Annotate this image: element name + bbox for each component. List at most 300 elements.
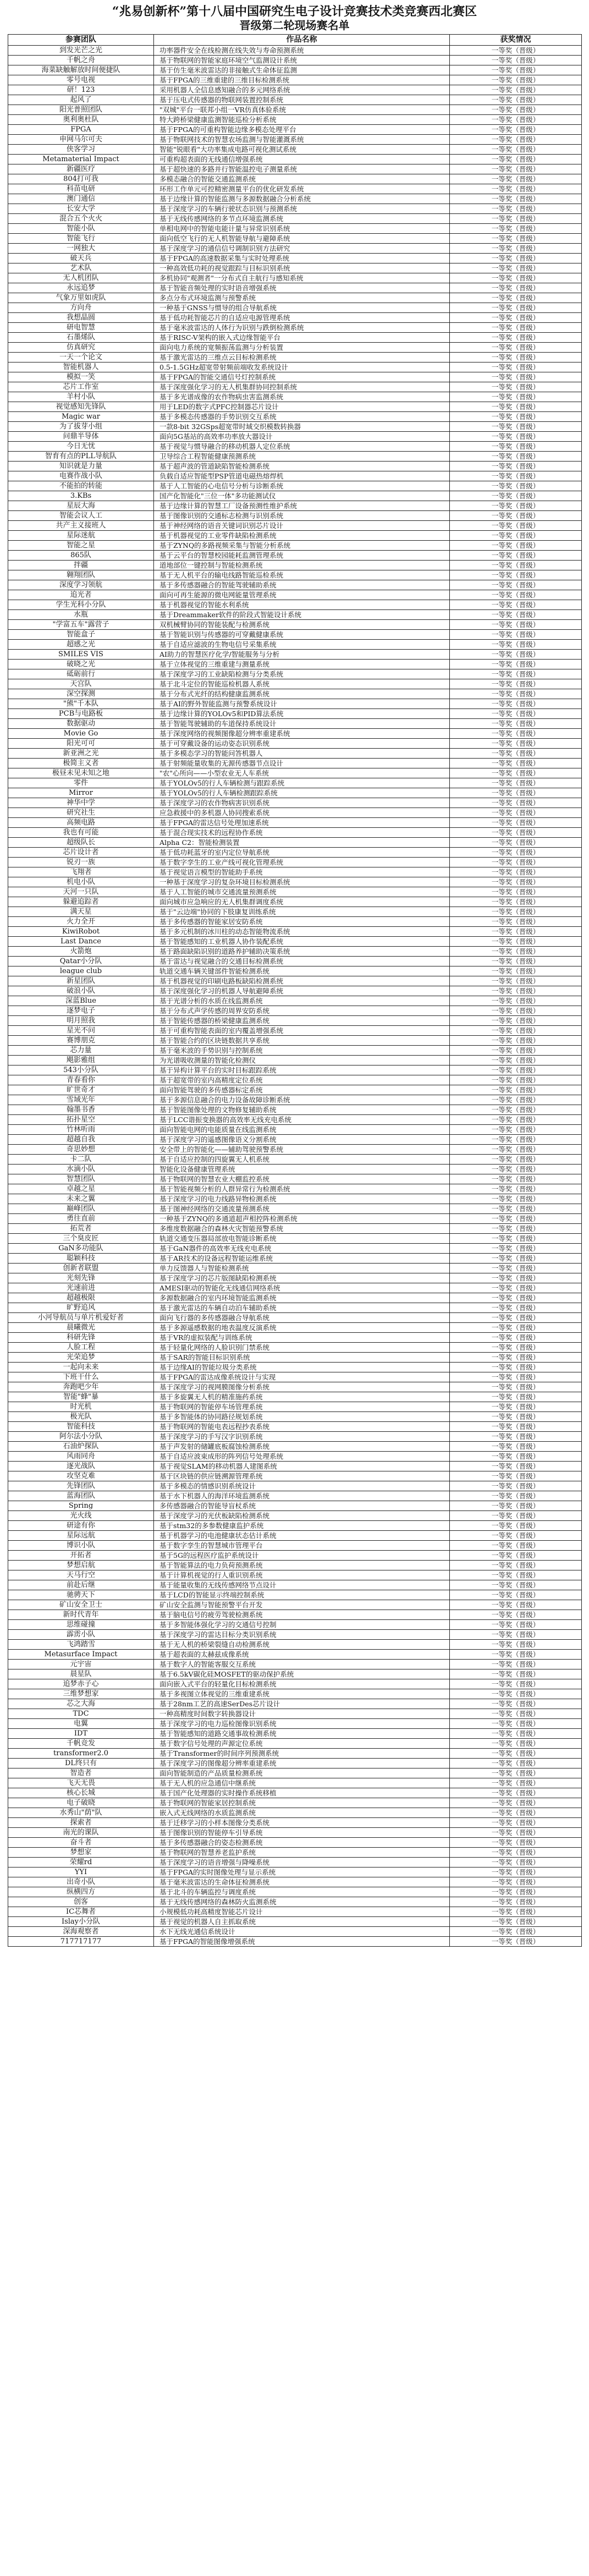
award-status: 一等奖（晋级） (450, 1471, 582, 1481)
table-row (8, 590, 582, 600)
team-name: 星光不问 (8, 1026, 154, 1036)
award-status: 一等奖（晋级） (450, 273, 582, 283)
project-name: 基于ZYNQ的多路视频采集与智能分析系统 (154, 541, 450, 551)
team-name: 千帆之舟 (8, 56, 154, 65)
team-name: 极昼未见未知之地 (8, 768, 154, 778)
project-name: 矿山安全监测与智能预警平台开发 (154, 1600, 450, 1610)
table-row (8, 491, 582, 501)
award-status: 一等奖（晋级） (450, 372, 582, 382)
award-status: 一等奖（晋级） (450, 1788, 582, 1798)
project-name: 国产化智能化"三位一体"多功能测试仪 (154, 491, 450, 501)
table-row (8, 263, 582, 273)
team-name: 电翼 (8, 1719, 154, 1729)
table-row (8, 1333, 582, 1343)
award-status: 一等奖（晋级） (450, 184, 582, 194)
team-name: 智造者 (8, 1768, 154, 1778)
project-name: 水下无线光通信系统设计 (154, 1927, 450, 1937)
award-status: 一等奖（晋级） (450, 75, 582, 85)
table-row (8, 125, 582, 135)
table-row (8, 1095, 582, 1105)
table-row (8, 1868, 582, 1877)
award-status: 一等奖（晋级） (450, 174, 582, 184)
table-row (8, 303, 582, 313)
team-name: 天河一只队 (8, 887, 154, 897)
team-name: 雪域光年 (8, 1095, 154, 1105)
team-name: 一网独大 (8, 244, 154, 254)
table-row (8, 996, 582, 1006)
table-row (8, 1838, 582, 1848)
award-status: 一等奖（晋级） (450, 1838, 582, 1848)
project-name: 双机械臂协同的智能装配与检测系统 (154, 620, 450, 630)
team-name: 申网马尔可夫 (8, 135, 154, 145)
project-name: 基于北斗定位的智能巡检机器人系统 (154, 679, 450, 689)
table-row (8, 1283, 582, 1293)
award-status: 一等奖（晋级） (450, 46, 582, 56)
team-name: 智能飞行 (8, 234, 154, 244)
table-row (8, 115, 582, 125)
award-status: 一等奖（晋级） (450, 1283, 582, 1293)
team-name: 星际远航 (8, 1531, 154, 1541)
team-name: 我也有可能 (8, 828, 154, 838)
table-row (8, 828, 582, 838)
team-name: 艺术队 (8, 263, 154, 273)
team-name: 未来之翼 (8, 1194, 154, 1204)
table-row (8, 1610, 582, 1620)
award-status: 一等奖（晋级） (450, 452, 582, 462)
header-team: 参赛团队 (8, 35, 154, 46)
team-name: 模拟一笑 (8, 372, 154, 382)
table-row (8, 442, 582, 452)
award-status: 一等奖（晋级） (450, 778, 582, 788)
team-name: 旷野追风 (8, 1303, 154, 1313)
table-row (8, 1768, 582, 1778)
award-status: 一等奖（晋级） (450, 1244, 582, 1254)
project-name: 面向5G基站的高效率功率放大器设计 (154, 432, 450, 442)
project-name: 特大跨桥梁健康监测智能巡检分析系统 (154, 115, 450, 125)
table-row (8, 145, 582, 155)
team-name: 极光队 (8, 1412, 154, 1422)
table-header-row (8, 35, 582, 46)
project-name: 基于机器学习的电池健康状态估计系统 (154, 1531, 450, 1541)
table-row (8, 273, 582, 283)
table-row (8, 1521, 582, 1531)
award-status: 一等奖（晋级） (450, 1194, 582, 1204)
project-name: 基于光谱分析的水质在线监测系统 (154, 996, 450, 1006)
project-name: 基于仿生毫米波雷达的非接触式生命体征监测 (154, 65, 450, 75)
team-name: TDC (8, 1709, 154, 1719)
table-row (8, 1561, 582, 1570)
team-name: 深空探测 (8, 689, 154, 699)
award-status: 一等奖（晋级） (450, 1640, 582, 1650)
project-name: 基于深度学习的雷达目标分类识别系统 (154, 1630, 450, 1640)
table-row (8, 1541, 582, 1551)
team-name: 智育有点的PLL导航队 (8, 452, 154, 462)
award-status: 一等奖（晋级） (450, 848, 582, 858)
award-status: 一等奖（晋级） (450, 531, 582, 541)
project-name: 面向电力系统的宽频振荡监测与分析装置 (154, 343, 450, 353)
award-status: 一等奖（晋级） (450, 353, 582, 362)
award-status: 一等奖（晋级） (450, 1303, 582, 1313)
project-name: 基于数字信号处理的声源定位系统 (154, 1739, 450, 1749)
table-row (8, 1818, 582, 1828)
table-row (8, 1719, 582, 1729)
table-row (8, 1006, 582, 1016)
table-row (8, 917, 582, 927)
team-name: 博识小队 (8, 1541, 154, 1551)
award-status: 一等奖（晋级） (450, 1026, 582, 1036)
table-row (8, 957, 582, 966)
table-row (8, 1650, 582, 1660)
team-name: 问鼎半导体 (8, 432, 154, 442)
project-name: 基于立体视觉的三维重建与测量系统 (154, 660, 450, 669)
award-status: 一等奖（晋级） (450, 858, 582, 867)
project-name: 基于深度学习的手写汉字识别系统 (154, 1432, 450, 1442)
project-name: 基于机器视觉的印刷电路板缺陷检测系统 (154, 976, 450, 986)
table-row (8, 1551, 582, 1561)
project-name: 基于图像识别的智能停车引导系统 (154, 1828, 450, 1838)
project-name: 基于区块链的供应链溯源管理系统 (154, 1471, 450, 1481)
table-row (8, 610, 582, 620)
project-name: 智能"锐眼看"大功率集成电路可视化测试系统 (154, 145, 450, 155)
team-name: "熊"千本队 (8, 699, 154, 709)
table-row (8, 1729, 582, 1739)
award-status: 一等奖（晋级） (450, 640, 582, 650)
project-name: 基于无人机平台的输电线路智能巡检系统 (154, 570, 450, 580)
project-name: 面向智能制造的产品质量检测系统 (154, 1768, 450, 1778)
award-status: 一等奖（晋级） (450, 422, 582, 432)
table-row (8, 1353, 582, 1363)
table-row (8, 966, 582, 976)
project-name: 基于视觉与惯导融合的移动机器人定位系统 (154, 442, 450, 452)
project-name: 一款8-bit 32GSps超宽带时域交织模数转换器 (154, 422, 450, 432)
table-row (8, 511, 582, 521)
team-name: 3.KBs (8, 491, 154, 501)
table-row (8, 1877, 582, 1887)
award-status: 一等奖（晋级） (450, 996, 582, 1006)
award-status: 一等奖（晋级） (450, 1382, 582, 1392)
award-status: 一等奖（晋级） (450, 1481, 582, 1491)
award-status: 一等奖（晋级） (450, 1462, 582, 1471)
team-name: 新疆医疗 (8, 164, 154, 174)
project-name: 基于激光雷达的车辆自动泊车辅助系统 (154, 1303, 450, 1313)
table-row (8, 1046, 582, 1056)
table-row (8, 719, 582, 729)
project-name: 基于FPGA的智能交通信号灯控制系统 (154, 372, 450, 382)
table-row (8, 1264, 582, 1273)
project-name: 可重构超表面的无线通信增强系统 (154, 155, 450, 164)
award-status: 一等奖（晋级） (450, 462, 582, 471)
table-row (8, 382, 582, 392)
team-name: 新时代青年 (8, 1610, 154, 1620)
table-row (8, 343, 582, 353)
table-row (8, 1204, 582, 1214)
team-name: 锐刃一族 (8, 858, 154, 867)
team-name: 一起向未来 (8, 1363, 154, 1372)
table-row (8, 1382, 582, 1392)
table-row (8, 1313, 582, 1323)
award-status: 一等奖（晋级） (450, 1739, 582, 1749)
table-row (8, 640, 582, 650)
table-row (8, 1065, 582, 1075)
award-status: 一等奖（晋级） (450, 1046, 582, 1056)
table-row (8, 1660, 582, 1669)
project-name: 基于YOLOv5的行人车辆检测跟踪系统 (154, 788, 450, 798)
project-name: 面向可再生能源的微电网能量管理系统 (154, 590, 450, 600)
award-status: 一等奖（晋级） (450, 1858, 582, 1868)
table-row (8, 501, 582, 511)
table-row (8, 1907, 582, 1917)
project-name: 基于智能驾驶辅助的车道保持系统设计 (154, 719, 450, 729)
award-status: 一等奖（晋级） (450, 1917, 582, 1927)
team-name: 水秀山"荫"队 (8, 1808, 154, 1818)
team-name: 探索者 (8, 1818, 154, 1828)
project-name: 一种基于ZYNQ的多通道超声相控阵检测系统 (154, 1214, 450, 1224)
table-row (8, 1699, 582, 1709)
table-row (8, 204, 582, 214)
team-name: 拌疆 (8, 561, 154, 570)
table-row (8, 1788, 582, 1798)
project-name: 基于超声波的管道缺陷智能检测系统 (154, 462, 450, 471)
table-row (8, 1085, 582, 1095)
table-row (8, 867, 582, 877)
table-row (8, 699, 582, 709)
project-name: 基于深度学习的工业缺陷检测与分类系统 (154, 669, 450, 679)
award-status: 一等奖（晋级） (450, 1877, 582, 1887)
award-status: 一等奖（晋级） (450, 1580, 582, 1590)
team-name: 逐光战队 (8, 1462, 154, 1471)
table-row (8, 1778, 582, 1788)
award-status: 一等奖（晋级） (450, 610, 582, 620)
table-row (8, 1481, 582, 1491)
team-name: 创新者联盟 (8, 1264, 154, 1273)
team-name: 804打可我 (8, 174, 154, 184)
table-row (8, 481, 582, 491)
award-status: 一等奖（晋级） (450, 580, 582, 590)
team-name: 气象万里如虎队 (8, 293, 154, 303)
award-status: 一等奖（晋级） (450, 897, 582, 907)
project-name: 基于智能传感器的桥梁健康监测系统 (154, 1016, 450, 1026)
table-row (8, 65, 582, 75)
table-row (8, 1570, 582, 1580)
project-name: 基于VR的虚拟装配与训练系统 (154, 1333, 450, 1343)
award-status: 一等奖（晋级） (450, 1620, 582, 1630)
document-subtitle: 晋级第二轮现场赛名单 (239, 19, 350, 32)
table-row (8, 56, 582, 65)
team-name: 翱翔团队 (8, 570, 154, 580)
award-status: 一等奖（晋级） (450, 650, 582, 660)
award-status: 一等奖（晋级） (450, 877, 582, 887)
project-name: 基于Transformer的时间序列预测系统 (154, 1749, 450, 1759)
project-name: 基于深度学习的视网膜图像分析系统 (154, 1382, 450, 1392)
project-name: 一种高效低功耗的视觉跟踪与目标识别系统 (154, 263, 450, 273)
award-status: 一等奖（晋级） (450, 541, 582, 551)
team-name: 小河导航员与单片机爱好者 (8, 1313, 154, 1323)
team-name: 光刻先锋 (8, 1273, 154, 1283)
team-name: 共产主义接班人 (8, 521, 154, 531)
project-name: 轨道交通车辆关键部件智能检测系统 (154, 966, 450, 976)
team-name: 星辰大海 (8, 501, 154, 511)
award-status: 一等奖（晋级） (450, 669, 582, 679)
project-name: 基于AR技术的设备远程智能运维系统 (154, 1254, 450, 1264)
award-status: 一等奖（晋级） (450, 768, 582, 778)
team-name: 电赛作战小队 (8, 471, 154, 481)
project-name: 基于多传感器融合的智能驾驶辅助系统 (154, 580, 450, 590)
project-name: 多机协同"观测者"一分布式自主航行与感知系统 (154, 273, 450, 283)
table-row (8, 184, 582, 194)
table-row (8, 353, 582, 362)
team-name: 破晓之光 (8, 660, 154, 669)
project-name: 基于6.5kV碳化硅MOSFET的驱动保护系统 (154, 1669, 450, 1679)
project-name: 基于智能图像处理的文物修复辅助系统 (154, 1105, 450, 1115)
award-status: 一等奖（晋级） (450, 1660, 582, 1669)
award-status: 一等奖（晋级） (450, 719, 582, 729)
team-name: Last Dance (8, 937, 154, 947)
table-row (8, 1372, 582, 1382)
project-name: 基于低功耗蓝牙的室内定位导航系统 (154, 848, 450, 858)
award-status: 一等奖（晋级） (450, 1600, 582, 1610)
project-name: 基于无人机的应急通信中继系统 (154, 1778, 450, 1788)
table-row (8, 313, 582, 323)
project-name: "双城"平台一联邦小组一VR仿真体验系统 (154, 105, 450, 115)
team-name: 飓影雅组 (8, 1056, 154, 1065)
team-name: 深海观察者 (8, 1927, 154, 1937)
project-name: 基于FPGA的实时图像处理与显示系统 (154, 1868, 450, 1877)
award-status: 一等奖（晋级） (450, 1145, 582, 1155)
table-row (8, 1174, 582, 1184)
table-row (8, 105, 582, 115)
table-row (8, 897, 582, 907)
project-name: 基于神经网络的语音关键词识别芯片设计 (154, 521, 450, 531)
project-name: 智能化设备健康管理系统 (154, 1165, 450, 1174)
project-name: 基于FPGA的可重构智能边缘多模态处理平台 (154, 125, 450, 135)
table-row (8, 689, 582, 699)
award-status: 一等奖（晋级） (450, 1590, 582, 1600)
team-name: DL终只有 (8, 1759, 154, 1768)
team-name: 研电智慧 (8, 323, 154, 333)
award-status: 一等奖（晋级） (450, 1204, 582, 1214)
project-name: 基于视觉SLAM的移动机器人建图系统 (154, 1462, 450, 1471)
award-status: 一等奖（晋级） (450, 957, 582, 966)
table-row (8, 1600, 582, 1610)
table-row (8, 729, 582, 739)
award-status: 一等奖（晋级） (450, 303, 582, 313)
header-award: 获奖情况 (450, 35, 582, 46)
table-row (8, 1422, 582, 1432)
team-name: 砥砺前行 (8, 669, 154, 679)
team-name: 侠客学习 (8, 145, 154, 155)
award-status: 一等奖（晋级） (450, 1491, 582, 1501)
project-name: 基于YOLOv5的行人车辆检测与跟踪系统 (154, 778, 450, 788)
award-status: 一等奖（晋级） (450, 1056, 582, 1065)
award-status: 一等奖（晋级） (450, 283, 582, 293)
team-name: 人脸工程 (8, 1343, 154, 1353)
award-status: 一等奖（晋级） (450, 1541, 582, 1551)
award-status: 一等奖（晋级） (450, 56, 582, 65)
team-name: 三维梦想家 (8, 1689, 154, 1699)
table-row (8, 244, 582, 254)
project-name: 基于边缘AI的智能垃圾分类系统 (154, 1363, 450, 1372)
project-name: AMESI驱动的智能化无线通信网络系统 (154, 1283, 450, 1293)
award-status: 一等奖（晋级） (450, 1313, 582, 1323)
award-status: 一等奖（晋级） (450, 432, 582, 442)
award-status: 一等奖（晋级） (450, 1115, 582, 1125)
project-name: 基于自适应滤波的生物电信号采集系统 (154, 640, 450, 650)
award-status: 一等奖（晋级） (450, 1422, 582, 1432)
table-row (8, 293, 582, 303)
award-status: 一等奖（晋级） (450, 1372, 582, 1382)
table-row (8, 937, 582, 947)
project-name: 基于28nm工艺的高速SerDes芯片设计 (154, 1699, 450, 1709)
table-row (8, 986, 582, 996)
award-status: 一等奖（晋级） (450, 620, 582, 630)
project-name: 基于边缘计算的智能监测与多源数据融合分析系统 (154, 194, 450, 204)
project-name: 为光谱吸收测量的智能化检测仪 (154, 1056, 450, 1065)
table-row (8, 1937, 582, 1947)
project-name: 应急救援中的多机器人协同搜索系统 (154, 808, 450, 818)
table-row (8, 1442, 582, 1452)
table-row (8, 323, 582, 333)
team-name: 智慧团队 (8, 1174, 154, 1184)
table-row (8, 739, 582, 749)
project-name: 基于脑电信号的疲劳驾驶检测系统 (154, 1610, 450, 1620)
award-status: 一等奖（晋级） (450, 630, 582, 640)
table-row (8, 75, 582, 85)
project-name: 基于多智能体强化学习的交通信号控制 (154, 1620, 450, 1630)
project-name: 基于无线传感网络的多节点环境监测系统 (154, 214, 450, 224)
team-name: 超感之光 (8, 640, 154, 650)
award-status: 一等奖（晋级） (450, 333, 582, 343)
award-status: 一等奖（晋级） (450, 293, 582, 303)
table-row (8, 818, 582, 828)
team-name: 到发光芒之光 (8, 46, 154, 56)
team-name: 研途有你 (8, 1521, 154, 1531)
team-name: FPGA (8, 125, 154, 135)
award-status: 一等奖（晋级） (450, 224, 582, 234)
award-status: 一等奖（晋级） (450, 194, 582, 204)
award-status: 一等奖（晋级） (450, 679, 582, 689)
project-name: 基于声发射的储罐底板腐蚀检测系统 (154, 1442, 450, 1452)
team-name: 破天兵 (8, 254, 154, 263)
team-name: 无人机团队 (8, 273, 154, 283)
project-name: 小规模低功耗高精度智能芯片设计 (154, 1907, 450, 1917)
award-status: 一等奖（晋级） (450, 590, 582, 600)
project-name: 基于智能合约的区块链数据共享系统 (154, 1036, 450, 1046)
project-name: 基于可重构智能表面的室内覆盖增强系统 (154, 1026, 450, 1036)
award-status: 一等奖（晋级） (450, 1452, 582, 1462)
award-status: 一等奖（晋级） (450, 976, 582, 986)
project-name: 基于深度学习的光伏板缺陷检测系统 (154, 1511, 450, 1521)
table-row (8, 600, 582, 610)
table-row (8, 1620, 582, 1630)
team-name: 深蓝Blue (8, 996, 154, 1006)
project-name: 用于LED的数字式PFC控制器芯片设计 (154, 402, 450, 412)
team-name: 火力全开 (8, 917, 154, 927)
award-status: 一等奖（晋级） (450, 204, 582, 214)
team-name: 芯之大海 (8, 1699, 154, 1709)
table-row (8, 432, 582, 442)
award-status: 一等奖（晋级） (450, 1907, 582, 1917)
award-status: 一等奖（晋级） (450, 442, 582, 452)
team-name: 先锋团队 (8, 1481, 154, 1491)
team-name: 石油炉探队 (8, 1442, 154, 1452)
team-name: 机电小队 (8, 877, 154, 887)
table-row (8, 1590, 582, 1600)
award-status: 一等奖（晋级） (450, 155, 582, 164)
team-name: 霹雳小队 (8, 1630, 154, 1640)
project-name: 基于超宽带的室内高精度定位系统 (154, 1075, 450, 1085)
table-row (8, 1323, 582, 1333)
award-status: 一等奖（晋级） (450, 1293, 582, 1303)
